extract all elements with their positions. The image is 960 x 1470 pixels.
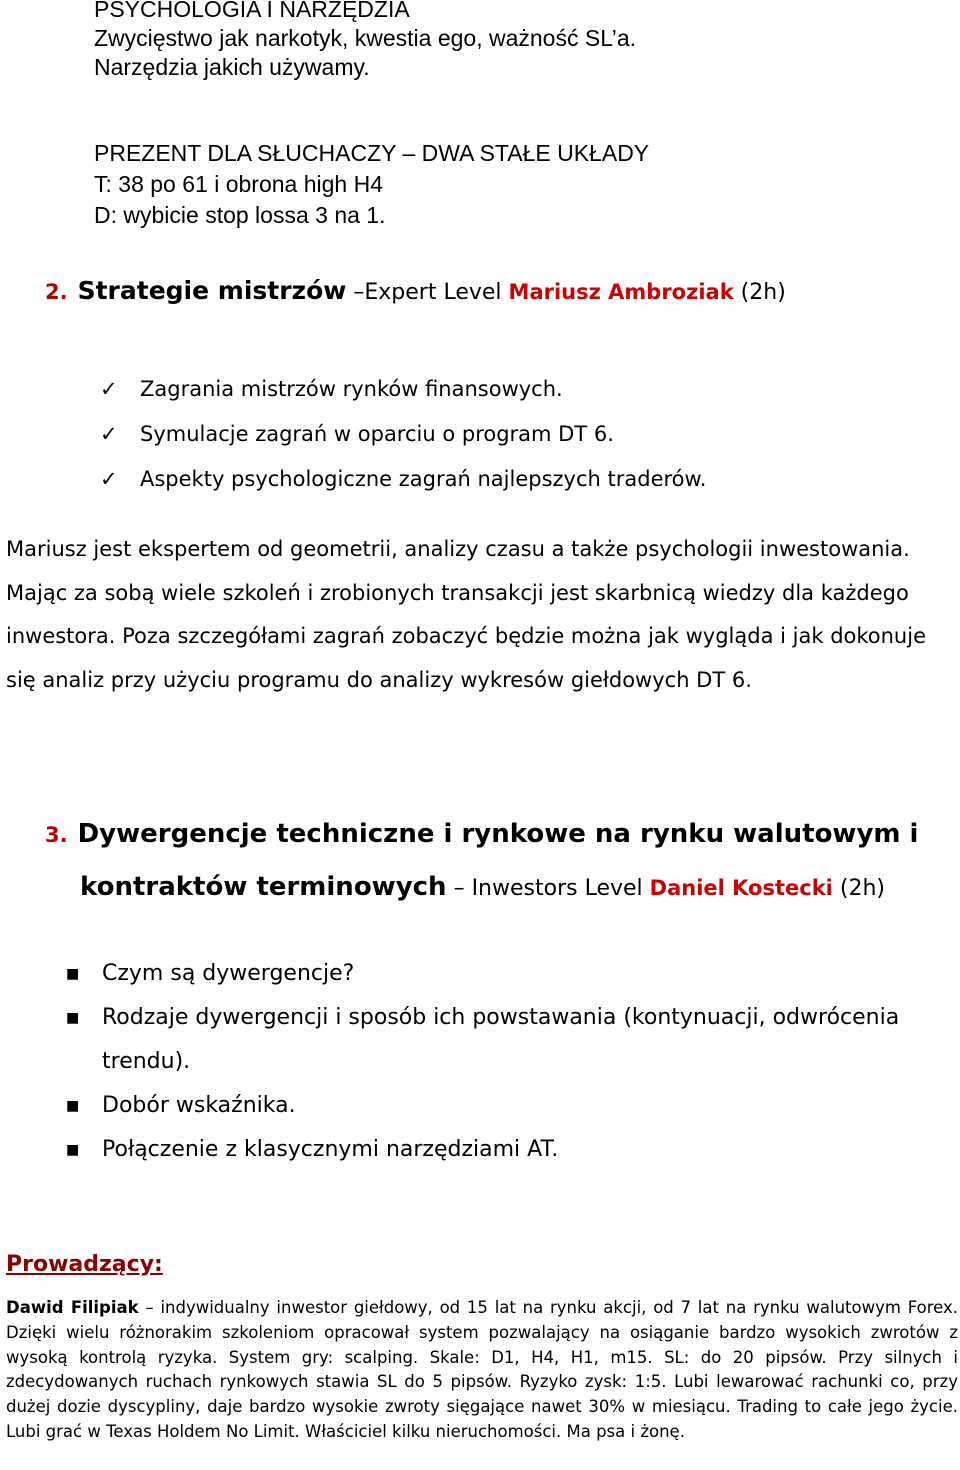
section-3-number: 3. <box>45 823 68 847</box>
list-item-text: Aspekty psychologiczne zagrań najlepszych traderów. <box>140 466 707 491</box>
section-3-title-line-1: Dywergencje techniczne i rynkowe na rynku walutowym i <box>77 819 919 849</box>
list-item-text: Zagrania mistrzów rynków finansowych. <box>140 376 563 401</box>
prezent-block <box>94 138 649 231</box>
section-3-level: – Inwestors Level <box>446 876 650 901</box>
checkmark-icon: ✓ <box>100 466 118 491</box>
section-2-title: Strategie mistrzów <box>77 276 347 305</box>
section-3-duration: (2h) <box>832 876 885 901</box>
list-item <box>66 952 946 996</box>
list-item-text: Dobór wskaźnika. <box>102 1093 296 1118</box>
prowadzacy-bio <box>6 1296 958 1445</box>
top-line-3: Narzędzia jakich używamy. <box>94 54 370 80</box>
checkmark-icon: ✓ <box>100 376 118 401</box>
prezent-line-t: T: 38 po 61 i obrona high H4 <box>94 171 383 197</box>
list-item-text: Połączenie z klasycznymi narzędziami AT. <box>102 1137 559 1162</box>
list-item <box>66 1084 946 1128</box>
section-2-duration: (2h) <box>733 280 786 305</box>
section-2-speaker: Mariusz Ambroziak <box>508 280 734 304</box>
prowadzacy-name: Dawid Filipiak <box>6 1298 139 1317</box>
section-2-level: –Expert Level <box>346 280 509 305</box>
section-2-paragraph: Mariusz jest ekspertem od geometrii, analizy czasu a także psychologii inwestowania. Mając za sobą wiele szkoleń i zrobionych transakcji jest skarbnicą wiedzy dla każdego inwestora. Poza szczegółami zagrań zobaczyć będzie można jak wygląda i jak dokonuje się analiz przy użyciu programu do analizy wykresów giełdowych DT 6. <box>6 537 927 692</box>
section-3-title-line-2: kontraktów terminowych <box>80 872 447 902</box>
prezent-heading: PREZENT DLA SŁUCHACZY – DWA STAŁE UKŁADY <box>94 140 650 166</box>
section-3-speaker: Daniel Kostecki <box>649 876 833 900</box>
square-bullet-icon: ■ <box>66 1098 80 1114</box>
prezent-line-d: D: wybicie stop lossa 3 na 1. <box>94 202 386 228</box>
list-item <box>66 996 946 1084</box>
list-item <box>100 411 706 456</box>
list-item <box>66 1128 946 1172</box>
section-2-heading <box>45 276 786 305</box>
list-item <box>100 456 706 501</box>
prowadzacy-heading: Prowadzący: <box>6 1252 163 1277</box>
square-bullet-icon: ■ <box>66 966 80 982</box>
list-item-text: Czym są dywergencje? <box>102 961 355 986</box>
section-3-bullet-list <box>66 952 946 1172</box>
section-2-checklist <box>100 366 706 501</box>
list-item-text: Symulacje zagrań w oparciu o program DT 6. <box>140 421 614 446</box>
section-3-heading <box>45 808 918 915</box>
square-bullet-icon: ■ <box>66 1142 80 1158</box>
top-line-2: Zwycięstwo jak narkotyk, kwestia ego, ważność SL’a. <box>94 25 637 51</box>
top-text-block <box>94 0 636 81</box>
psychologia-heading: PSYCHOLOGIA I NARZĘDZIA <box>94 0 410 22</box>
checkmark-icon: ✓ <box>100 421 118 446</box>
section-2-number: 2. <box>45 280 68 304</box>
prowadzacy-bio-text: – indywidualny inwestor giełdowy, od 15 lat na rynku akcji, od 7 lat na rynku walutowym Forex. Dzięki wielu różnorakim szkoleniom opracował system pozwalający na osiąganie bardzo wysokich zwrotów z wysoką kontrolą ryzyka. System gry: scalping. Skale: D1, H4, H1, m15. SL: do 20 pipsów. Przy silnych i zdecydowanych ruchach rynkowych stawia SL do 5 pipsów. Ryzyko zysk: 1:5. Lubi lewarować rachunki co, przy dużej dozie dyscypliny, daje bardzo wysokie zwroty sięgające nawet 30% w miesiącu. Trading to całe jego życie. Lubi grać w Texas Holdem No Limit. Właściciel kilku nieruchomości. Ma psa i żonę. <box>6 1298 958 1441</box>
list-item <box>100 366 706 411</box>
square-bullet-icon: ■ <box>66 1010 80 1026</box>
list-item-text: Rodzaje dywergencji i sposób ich powstawania (kontynuacji, odwrócenia trendu). <box>102 1005 900 1074</box>
